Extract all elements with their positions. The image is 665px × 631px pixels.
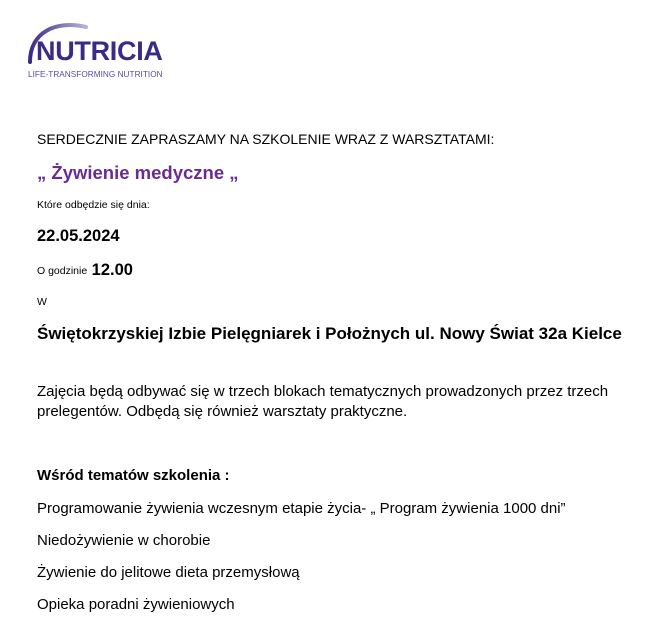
- time-label: O godzinie: [37, 265, 88, 277]
- event-title: „ Żywienie medyczne „: [37, 162, 239, 183]
- topic-item: Opieka poradni żywieniowych: [37, 596, 235, 613]
- logo-tagline: LIFE-TRANSFORMING NUTRITION: [28, 70, 163, 79]
- venue-text: Świętokrzyskiej Izbie Pielęgniarek i Położnych ul. Nowy Świat 32a Kielce: [37, 324, 622, 343]
- description-text: Zajęcia będą odbywać się w trzech blokach tematycznych prowadzonych przez trzech prelegentów. Odbędą się również warsztaty praktyczne.: [37, 383, 609, 420]
- time-row: [37, 261, 133, 280]
- topic-item: Niedożywienie w chorobie: [37, 532, 211, 549]
- event-date: 22.05.2024: [37, 227, 120, 245]
- event-time: 12.00: [91, 261, 133, 279]
- topics-heading: Wśród tematów szkolenia :: [37, 467, 230, 484]
- logo-wordmark: NUTRICIA: [36, 36, 163, 66]
- date-label: Które odbędzie się dnia:: [37, 199, 150, 211]
- nutricia-logo: [26, 18, 176, 80]
- invitation-text: SERDECZNIE ZAPRASZAMY NA SZKOLENIE WRAZ Z WARSZTATAMI:: [37, 131, 495, 147]
- topic-item: Żywienie do jelitowe dieta przemysłową: [37, 564, 300, 581]
- venue-prefix: W: [37, 296, 47, 308]
- topic-item: Programowanie żywienia wczesnym etapie życia- „ Program żywienia 1000 dni”: [37, 500, 566, 517]
